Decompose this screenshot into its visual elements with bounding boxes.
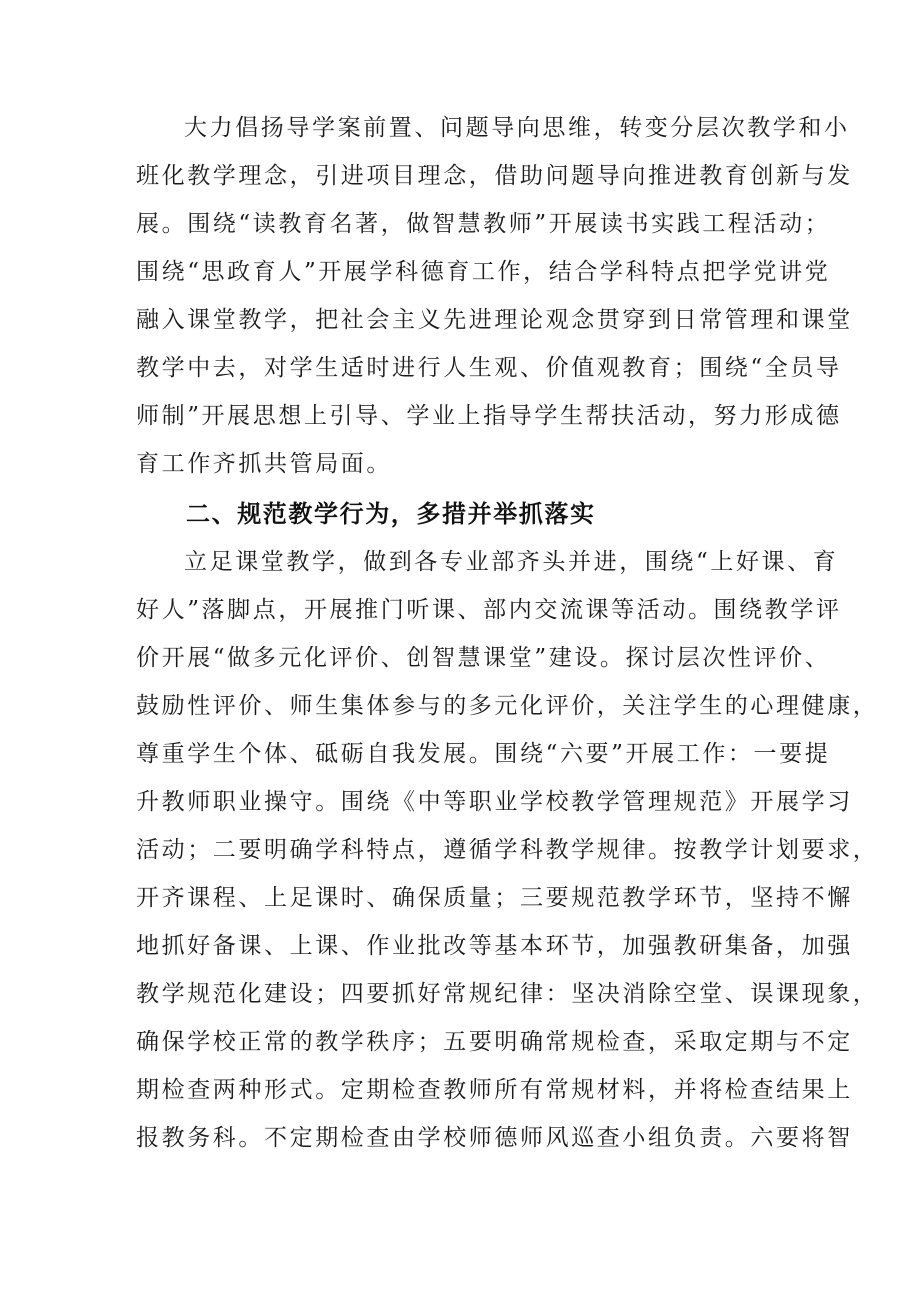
- paragraph-2-line-11: 确保学校正常的教学秩序；五要明确常规检查，采取定期与不定: [136, 1029, 853, 1055]
- paragraph-2-line-13: 报教务科。不定期检查由学校师德师风巡查小组负责。六要将智: [136, 1125, 853, 1151]
- paragraph-2-line-3: 价开展“做多元化评价、创智慧课堂”建设。探讨层次性评价、: [136, 645, 831, 671]
- paragraph-1-line-4: 围绕“思政育人”开展学科德育工作，结合学科特点把学党讲党: [136, 259, 831, 285]
- paragraph-1-line-5: 融入课堂教学，把社会主义先进理论观念贯穿到日常管理和课堂: [136, 307, 853, 333]
- paragraph-2-line-7: 活动；二要明确学科特点，遵循学科教学规律。按教学计划要求，: [136, 837, 879, 863]
- paragraph-2-line-10: 教学规范化建设；四要抓好常规纪律：坚决消除空堂、误课现象，: [136, 981, 879, 1007]
- paragraph-1-line-3: 展。围绕“读教育名著，做智慧教师”开展读书实践工程活动；: [136, 211, 831, 237]
- paragraph-2-line-1: 立足课堂教学，做到各专业部齐头并进，围绕“上好课、育: [184, 549, 839, 575]
- paragraph-2-line-5: 尊重学生个体、砥砺自我发展。围绕“六要”开展工作：一要提: [136, 741, 831, 767]
- section-heading: 二、规范教学行为，多措并举抓落实: [186, 500, 596, 528]
- paragraph-2-line-12: 期检查两种形式。定期检查教师所有常规材料，并将检查结果上: [136, 1077, 853, 1103]
- paragraph-2-line-8: 开齐课程、上足课时、确保质量；三要规范教学环节，坚持不懈: [136, 885, 853, 911]
- paragraph-2-line-4: 鼓励性评价、师生集体参与的多元化评价，关注学生的心理健康，: [136, 693, 879, 719]
- paragraph-1-line-1: 大力倡扬导学案前置、问题导向思维，转变分层次教学和小: [184, 115, 850, 141]
- paragraph-1-line-7: 师制”开展思想上引导、学业上指导学生帮扶活动，努力形成德: [136, 403, 842, 429]
- paragraph-2-line-2: 好人”落脚点，开展推门听课、部内交流课等活动。围绕教学评: [136, 597, 842, 623]
- paragraph-2-line-6: 升教师职业操守。围绕《中等职业学校教学管理规范》开展学习: [136, 789, 853, 815]
- paragraph-1-line-8: 育工作齐抓共管局面。: [136, 451, 392, 477]
- paragraph-1-line-2: 班化教学理念，引进项目理念，借助问题导向推进教育创新与发: [136, 163, 853, 189]
- paragraph-1-line-6: 教学中去，对学生适时进行人生观、价值观教育；围绕“全员导: [136, 355, 842, 381]
- paragraph-2-line-9: 地抓好备课、上课、作业批改等基本环节，加强教研集备，加强: [136, 933, 853, 959]
